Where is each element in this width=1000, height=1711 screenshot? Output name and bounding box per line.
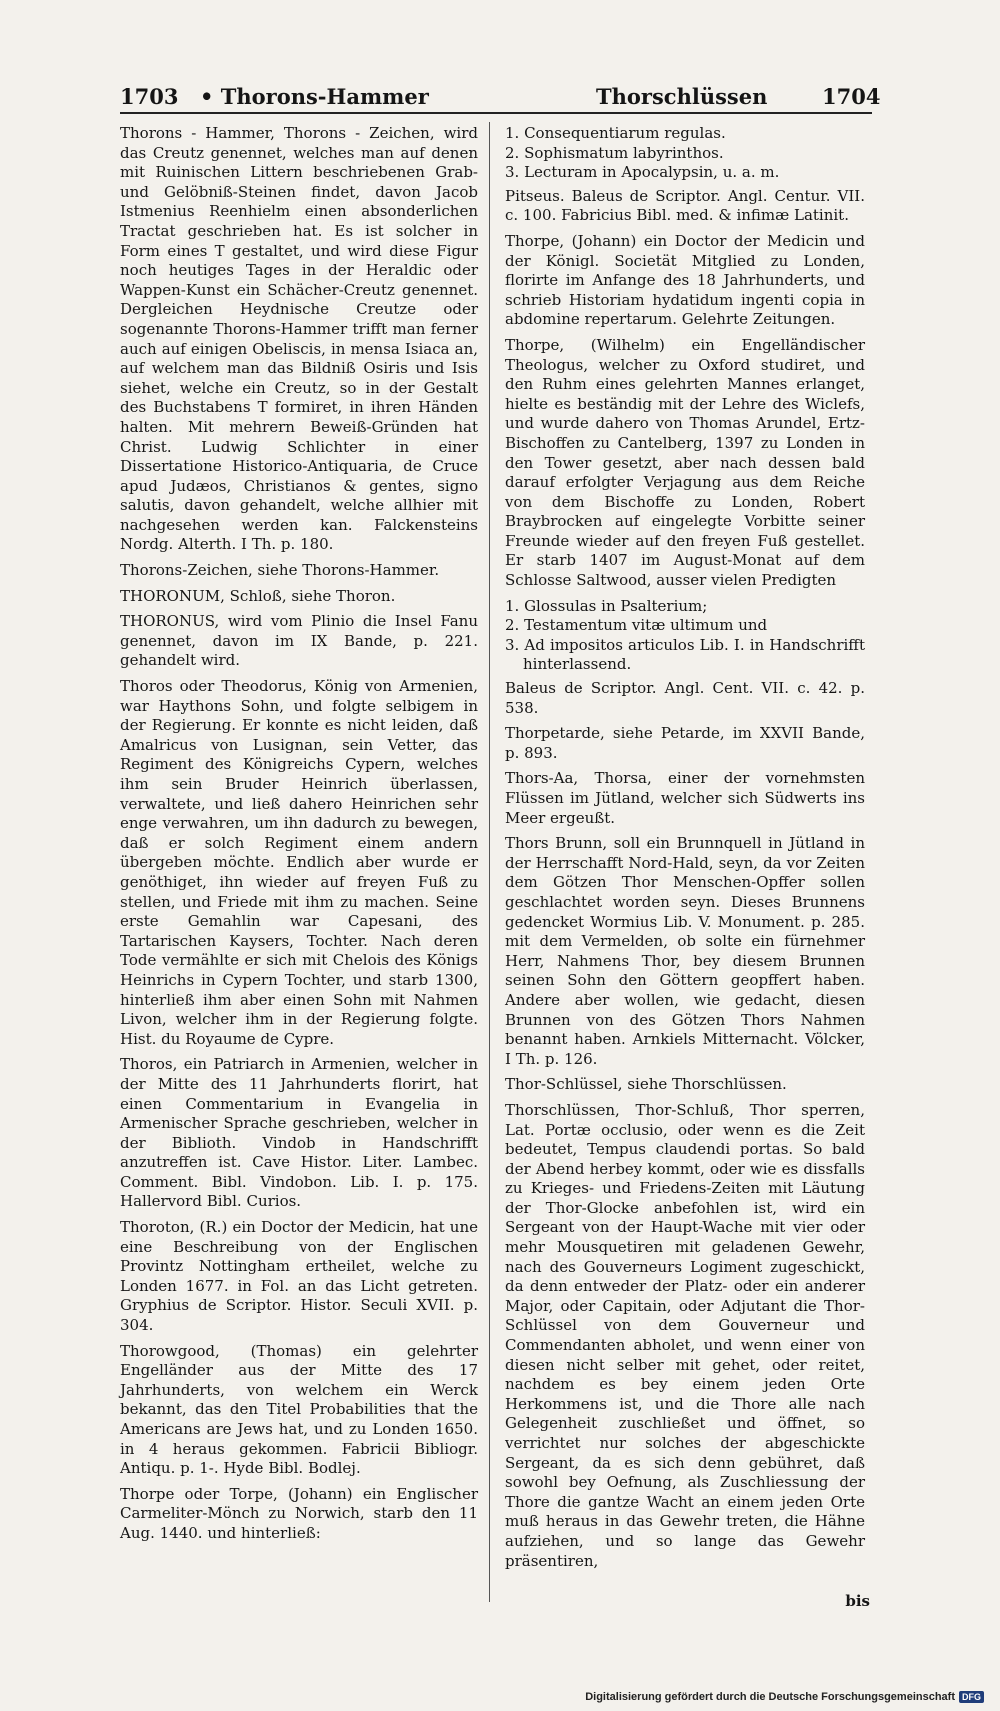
- left-running-title: • Thorons-Hammer: [200, 84, 429, 109]
- list-item: 3. Lecturam in Apocalypsin, u. a. m.: [505, 163, 780, 182]
- entry-thors-brunn: Thors Brunn, soll ein Brunnquell in Jütland in der Herrschafft Nord-Hald, seyn, da vor Zeiten dem Götzen Thor Menschen-Opffer sollen geschlachtet worden seyn. Dieses Brunnens gedencket Wormius Lib. V. Monument. p. 285. mit dem Vermelden, ob solte ein fürnehmer Herr, Nahmens Thor, bey diesem Brunnen seinen Sohn den Göttern geopffert haben. Andere aber wollen, wie gedacht, diesen Brunnen von des Götzen Thors Nahmen benannt haben. Arnkiels Mitternacht. Völcker, I Th. p. 126.: [505, 834, 865, 1068]
- entry-thorpe-carmeliter: Thorpe oder Torpe, (Johann) ein Englischer Carmeliter-Mönch zu Norwich, starb den 11 Aug. 1440. und hinterließ:: [120, 1484, 478, 1542]
- entry-thoronus: THORONUS, wird vom Plinio die Insel Fanu genennet, davon im IX Bande, p. 221. gehandelt wird.: [120, 612, 478, 670]
- right-page-number: 1704: [822, 84, 881, 109]
- header-rule: [120, 112, 872, 114]
- list-item: 1. Consequentiarum regulas.: [505, 124, 726, 142]
- entry-baleus-reference: Baleus de Scriptor. Angl. Cent. VII. c. 42. p. 538.: [505, 679, 865, 717]
- right-column: [505, 124, 865, 1577]
- digitization-footer: [585, 1691, 984, 1703]
- list-item: 2. Testamentum vitæ ultimum und: [505, 616, 768, 635]
- entry-thorowgood: Thorowgood, (Thomas) ein gelehrter Engelländer aus der Mitte des 17 Jahrhunderts, von welchem ein Werck bekannt, das den Titel Probabilities that the Americans are Jews hat, und zu Londen 1650. in 4 heraus gekommen. Fabricii Bibliogr. Antiqu. p. 1-. Hyde Bibl. Bodlej.: [120, 1341, 478, 1478]
- right-running-title: Thorschlüssen: [596, 84, 768, 109]
- dfg-logo-icon: DFG: [959, 1691, 984, 1703]
- catchword: bis: [845, 1592, 870, 1610]
- left-column: [120, 124, 478, 1550]
- footer-credit: Digitalisierung gefördert durch die Deutsche Forschungsgemeinschaft: [585, 1691, 955, 1703]
- left-page-number: 1703: [120, 84, 179, 109]
- entry-thors-aa: Thors-Aa, Thorsa, einer der vornehmsten Flüssen im Jütland, welcher sich Südwerts ins Meer ergeußt.: [505, 769, 865, 827]
- entry-thorpetarde: Thorpetarde, siehe Petarde, im XXVII Bande, p. 893.: [505, 724, 865, 762]
- entry-thorons-hammer: Thorons - Hammer, Thorons - Zeichen, wird das Creutz genennet, welches man auf denen mit Ruinischen Littern beschriebenen Grab- und Gelöbniß-Steinen findet, davon Jacob Istmenius Reenhielm einen absonderlichen Tractat geschrieben hat. Es ist solcher in Form eines T gestaltet, und wird diese Figur noch heutiges Tages in der Heraldic oder Wappen-Kunst ein Schächer-Creutz genennet. Dergleichen Heydnische Creutze oder sogenannte Thorons-Hammer trifft man ferner auch auf einigen Obeliscis, in mensa Isiaca an, auf welchem man das Bildniß Osiris und Isis siehet, welche ein Creutz, so in der Gestalt des Buchstabens T formiret, in ihren Händen halten. Mit mehrern Beweiß-Gründen hat Christ. Ludwig Schlichter in einer Dissertatione Historico-Antiquaria, de Cruce apud Judæos, Christianos & gentes, signo salutis, davon gehandelt, welche allhier mit nachgesehen werden kan. Falckensteins Nordg. Alterth. I Th. p. 180.: [120, 124, 478, 554]
- works-list-wilhelm: [505, 597, 865, 675]
- entry-thoronum: THORONUM, Schloß, siehe Thoron.: [120, 586, 396, 605]
- list-item: 2. Sophismatum labyrinthos.: [505, 143, 724, 162]
- entry-thoroton: Thoroton, (R.) ein Doctor der Medicin, hat une eine Beschreibung von der Englischen Provintz Nottingham ertheilet, welche zu Londen 1677. in Fol. an das Licht getreten. Gryphius de Scriptor. Histor. Seculi XVII. p. 304.: [120, 1218, 478, 1335]
- entry-pitseus-reference: Pitseus. Baleus de Scriptor. Angl. Centur. VII. c. 100. Fabricius Bibl. med. & infimæ Latinit.: [505, 186, 865, 225]
- works-list-thorpe: [505, 124, 865, 183]
- entry-thoros-patriarch: Thoros, ein Patriarch in Armenien, welcher in der Mitte des 11 Jahrhunderts florirt, hat einen Commentarium in Evangelia in Armenischer Sprache geschrieben, welcher in der Biblioth. Vindob in Handschrifft anzutreffen ist. Cave Histor. Liter. Lambec. Comment. Bibl. Vindobon. Lib. I. p. 175. Hallervord Bibl. Curios.: [120, 1055, 478, 1211]
- entry-thorpe-wilhelm: Thorpe, (Wilhelm) ein Engelländischer Theologus, welcher zu Oxford studiret, und den Ruhm eines gelehrten Mannes erlanget, hielte es beständig mit der Lehre des Wiclefs, und wurde dahero von Thomas Arundel, Ertz-Bischoffen zu Cantelberg, 1397 zu Londen in den Tower gesetzt, aber nach dessen bald darauf erfolgter Verjagung aus dem Reiche von dem Bischoffe zu Londen, Robert Braybrocken auf eingelegte Vorbitte seiner Freunde wieder auf den freyen Fuß gestellet. Er starb 1407 im August-Monat auf dem Schlosse Saltwood, ausser vielen Predigten: [505, 335, 865, 590]
- entry-thorons-zeichen: Thorons-Zeichen, siehe Thorons-Hammer.: [120, 561, 440, 580]
- column-divider: [489, 122, 490, 1602]
- list-item: 1. Glossulas in Psalterium;: [505, 596, 708, 615]
- entry-thorpe-doctor: Thorpe, (Johann) ein Doctor der Medicin und der Königl. Societät Mitglied zu Londen, florirte im Anfange des 18 Jahrhunderts, und schrieb Historiam hydatidum ingenti copia in abdomine repertarum. Gelehrte Zeitungen.: [505, 231, 865, 329]
- entry-thoros-koenig: Thoros oder Theodorus, König von Armenien, war Haythons Sohn, und folgte selbigem in der Regierung. Er konnte es nicht leiden, daß Amalricus von Lusignan, sein Vetter, das Regiment des Königreichs Cypern, welches ihm sein Bruder Heinrich überlassen, verwaltete, und ließ dahero Heinrichen sehr enge verwahren, um ihn dadurch zu bewegen, daß er solch Regiment einem andern übergeben möchte. Endlich aber wurde er genöthiget, ihn wieder auf freyen Fuß zu stellen, und Friede mit ihm zu machen. Seine erste Gemahlin war Capesani, des Tartarischen Kaysers, Tochter. Nach deren Tode vermählte er sich mit Chelois des Königs Heinrichs in Cypern Tochter, und starb 1300, hinterließ ihm aber einen Sohn mit Nahmen Livon, welcher ihm in der Regierung folgte. Hist. du Royaume de Cypre.: [120, 677, 478, 1048]
- list-item: 3. Ad impositos articulos Lib. I. in Handschrifft hinterlassend.: [505, 635, 865, 674]
- entry-thorschluessen: Thorschlüssen, Thor-Schluß, Thor sperren, Lat. Portæ occlusio, oder wenn es die Zeit bedeutet, Tempus claudendi portas. So bald der Abend herbey kommt, oder wie es dissfalls zu Krieges- und Friedens-Zeiten mit Läutung der Thor-Glocke anbefohlen ist, wird ein Sergeant von der Haupt-Wache mit vier oder mehr Mousquetiren mit geladenen Gewehr, nach des Gouverneurs Logiment zugeschickt, da denn entweder der Platz- oder ein anderer Major, oder Capitain, oder Adjutant die Thor-Schlüssel von dem Gouverneur und Commendanten abholet, und wenn einer von diesen nicht selber mit gehet, oder reitet, nachdem es bey einem jeden Orte Herkommens ist, und die Thore alle nach Gelegenheit zuschließet und öffnet, so verrichtet nur solches der abgeschickte Sergeant, da es sich denn gebühret, daß sowohl bey Oefnung, als Zuschliessung der Thore die gantze Wacht an einem jeden Orte muß heraus in das Gewehr treten, die Hähne aufziehen, und so lange das Gewehr präsentiren,: [505, 1100, 865, 1570]
- entry-thor-schluessel: Thor-Schlüssel, siehe Thorschlüssen.: [505, 1075, 787, 1094]
